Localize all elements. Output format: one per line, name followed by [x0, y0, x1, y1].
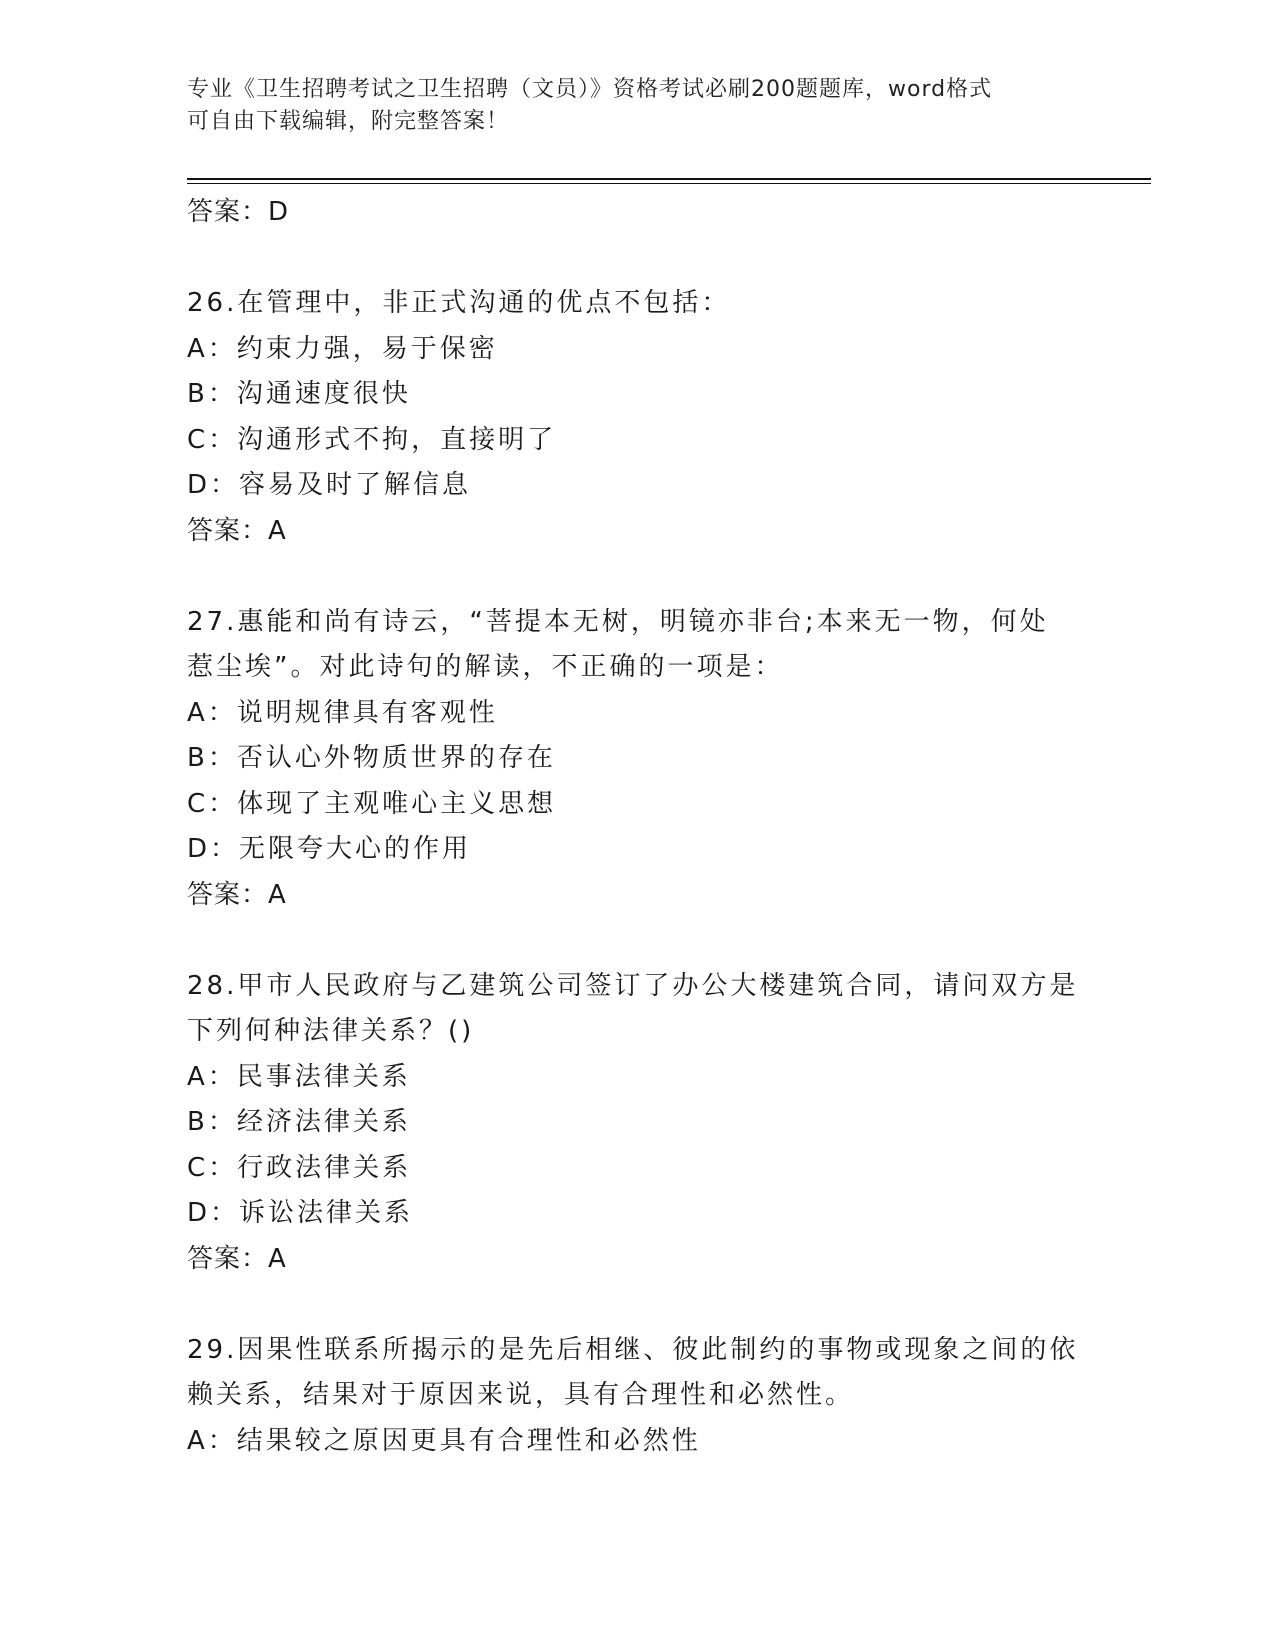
page-header — [187, 74, 1087, 138]
option-d: D：诉讼法律关系 — [187, 1198, 414, 1228]
option-b: B：否认心外物质世界的存在 — [187, 743, 556, 773]
option-a: A：说明规律具有客观性 — [187, 697, 498, 728]
question-stem-line: 下列何种法律关系？() — [187, 1016, 475, 1046]
answer-line: 答案：A — [187, 515, 287, 546]
option-b: B：沟通速度很快 — [187, 379, 411, 409]
question-stem-line: 赖关系，结果对于原因来说，具有合理性和必然性。 — [187, 1380, 855, 1410]
question-stem-line: 惹尘埃”。对此诗句的解读，不正确的一项是： — [187, 652, 784, 682]
option-b: B：经济法律关系 — [187, 1107, 411, 1137]
option-c: C：沟通形式不拘，直接明了 — [187, 424, 557, 455]
question-stem-line: 29.因果性联系所揭示的是先后相继、彼此制约的事物或现象之间的依 — [187, 1334, 1079, 1365]
question-27 — [187, 600, 1087, 919]
question-26 — [187, 281, 1087, 554]
header-rule-thin — [187, 183, 1151, 184]
header-line-2: 可自由下载编辑，附完整答案！ — [187, 109, 510, 134]
option-d: D：容易及时了解信息 — [187, 470, 472, 500]
question-stem-line: 27.惠能和尚有诗云，“菩提本无树，明镜亦非台;本来无一物，何处 — [187, 606, 1049, 637]
option-a: A：结果较之原因更具有合理性和必然性 — [187, 1425, 701, 1456]
answer-line: 答案：A — [187, 1243, 287, 1274]
option-c: C：行政法律关系 — [187, 1152, 412, 1183]
spacer — [187, 1282, 1087, 1328]
previous-answer: 答案：D — [187, 197, 290, 227]
spacer — [187, 236, 1087, 282]
question-content — [187, 190, 1087, 1464]
option-d: D：无限夸大心的作用 — [187, 834, 472, 864]
question-stem-line: 26.在管理中，非正式沟通的优点不包括： — [187, 288, 731, 318]
spacer — [187, 918, 1087, 964]
question-28 — [187, 964, 1087, 1283]
option-c: C：体现了主观唯心主义思想 — [187, 788, 557, 819]
spacer — [187, 554, 1087, 600]
header-line-1: 专业《卫生招聘考试之卫生招聘（文员）》资格考试必刷200题题库，word格式 — [187, 77, 993, 102]
question-stem-line: 28.甲市人民政府与乙建筑公司签订了办公大楼建筑合同，请问双方是 — [187, 970, 1079, 1001]
option-a: A：民事法律关系 — [187, 1061, 411, 1092]
header-rule-thick — [187, 178, 1151, 180]
option-a: A：约束力强，易于保密 — [187, 333, 498, 364]
question-29 — [187, 1328, 1087, 1465]
answer-line: 答案：A — [187, 879, 287, 910]
